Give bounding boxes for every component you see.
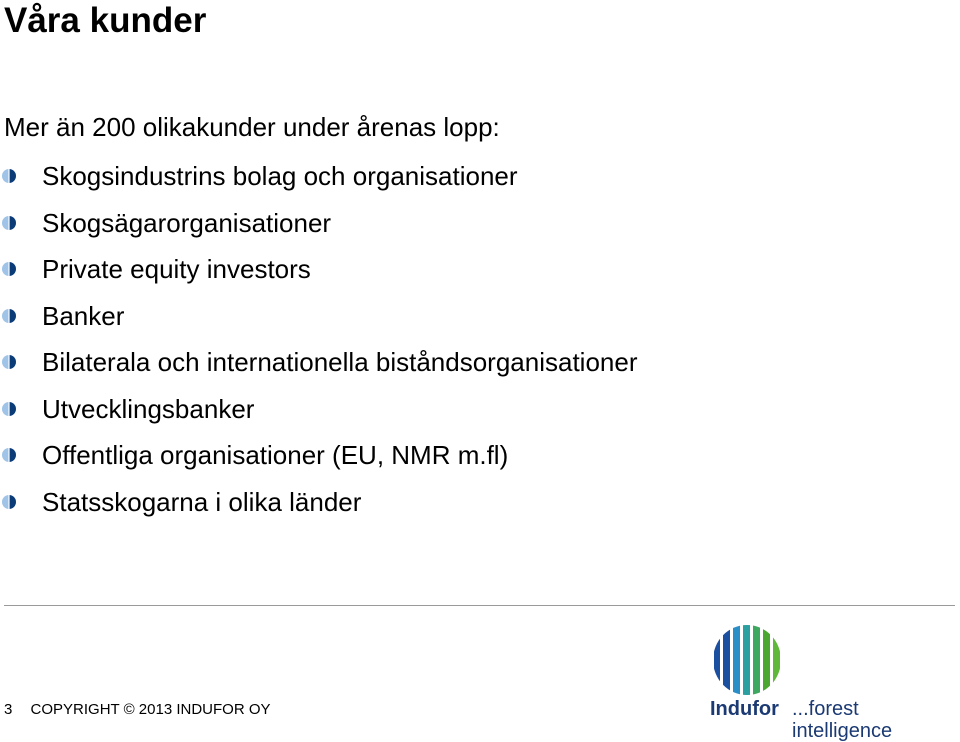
list-item — [0, 157, 638, 204]
logo-name: Indufor — [710, 698, 779, 720]
split-circle-icon — [0, 494, 18, 510]
list-item — [0, 390, 638, 437]
logo-tagline: ...forest intelligence — [792, 698, 893, 742]
bullet-text: Private equity investors — [42, 254, 311, 284]
split-circle-icon — [0, 168, 18, 184]
split-circle-icon — [0, 215, 18, 231]
split-circle-icon — [0, 401, 18, 417]
list-item — [0, 250, 638, 297]
footer — [4, 700, 271, 720]
bullet-text: Skogsindustrins bolag och organisationer — [42, 161, 518, 191]
split-circle-icon — [0, 447, 18, 463]
list-item — [0, 483, 638, 530]
bullet-text: Utvecklingsbanker — [42, 393, 255, 424]
bullet-text: Bilaterala och internationella biståndsorganisationer — [42, 347, 638, 377]
striped-globe-icon — [712, 624, 782, 696]
split-circle-icon — [0, 261, 18, 277]
page-number: 3 — [4, 701, 13, 718]
bullet-text: Skogsägarorganisationer — [42, 207, 332, 238]
split-circle-icon — [0, 308, 18, 324]
list-item — [0, 436, 638, 483]
bullet-text: Offentliga organisationer (EU, NMR m.fl) — [42, 440, 509, 470]
split-circle-icon — [0, 354, 18, 370]
footer-divider — [4, 605, 955, 606]
list-item — [0, 204, 638, 251]
bullet-text: Banker — [42, 300, 125, 331]
bullet-list — [0, 157, 638, 529]
list-item — [0, 297, 638, 344]
slide-title: Våra kunder — [4, 1, 207, 40]
bullet-text: Statsskogarna i olika länder — [42, 486, 362, 517]
list-item — [0, 343, 638, 390]
copyright-text: COPYRIGHT © 2013 INDUFOR OY — [30, 701, 271, 718]
indufor-logo — [708, 624, 958, 742]
intro-text: Mer än 200 olikakunder under årenas lopp: — [4, 112, 500, 142]
